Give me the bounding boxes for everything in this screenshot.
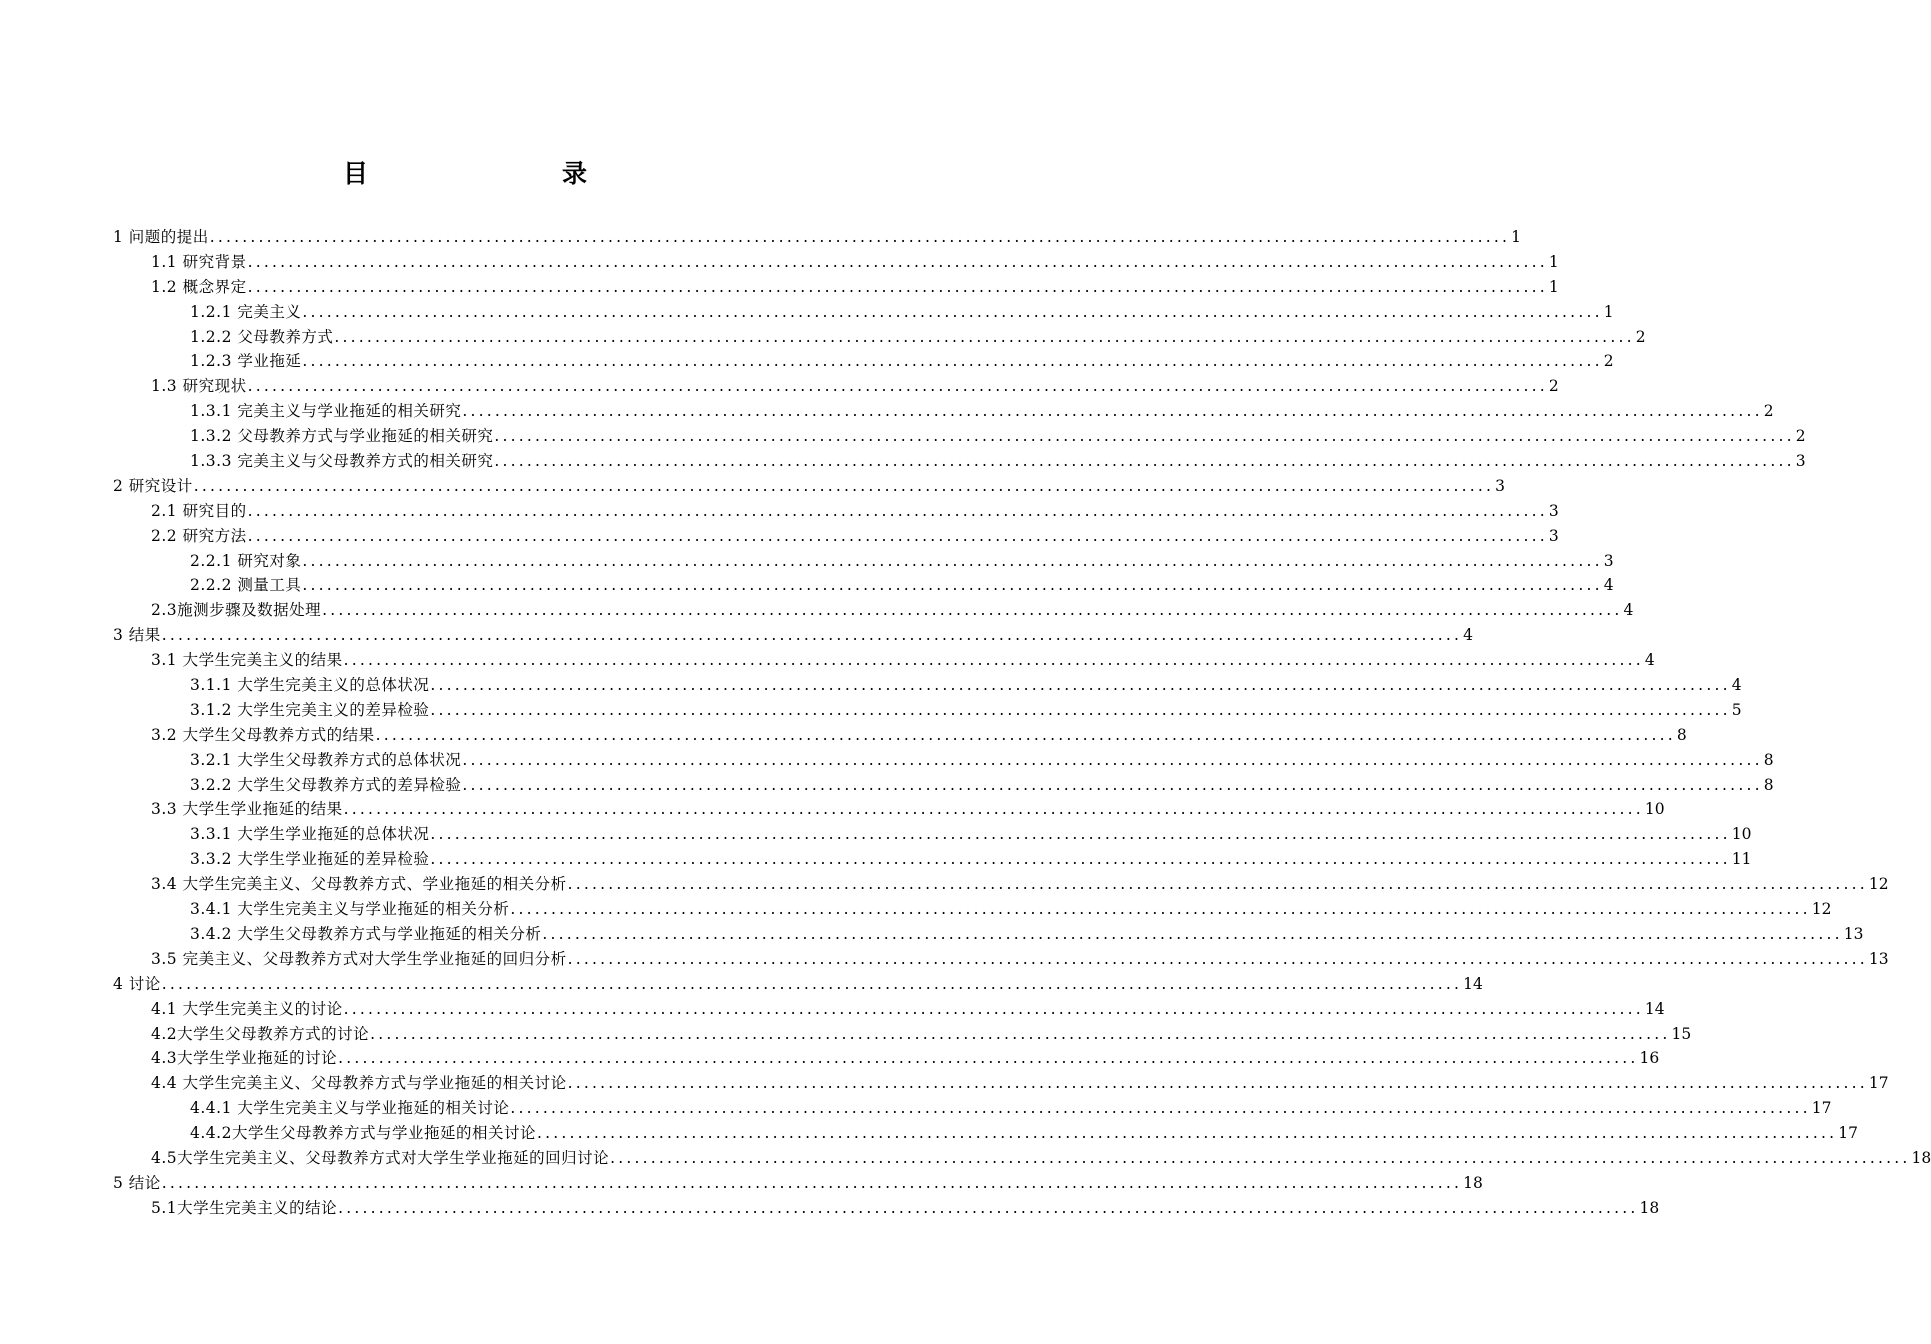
- toc-page-number: 5: [1731, 700, 1742, 719]
- toc-page-number: 3: [1495, 476, 1505, 495]
- toc-page-number: 10: [1644, 800, 1665, 819]
- toc-entry[interactable]: [0, 1196, 1660, 1221]
- toc-entry-line: [113, 225, 1521, 250]
- toc-leader-dots: ................................................................................................................................................................: [193, 476, 1495, 495]
- toc-entry[interactable]: [0, 673, 1742, 698]
- toc-entry-line: [113, 474, 1505, 499]
- toc-leader-dots: ................................................................................................................................................................: [334, 327, 1635, 346]
- toc-entry[interactable]: [0, 947, 1889, 972]
- toc-leader-dots: ................................................................................................................................................................: [510, 900, 1811, 919]
- toc-entry-title: 2.2 研究方法: [151, 526, 247, 545]
- toc-entry-line: [190, 922, 1864, 947]
- toc-entry[interactable]: [0, 922, 1864, 947]
- toc-page-number: 18: [1463, 1173, 1483, 1192]
- toc-entry-title: 1.3.1 完美主义与学业拖延的相关研究: [190, 402, 462, 421]
- toc-entry[interactable]: [0, 349, 1614, 374]
- toc-entry-title: 4.4.2大学生父母教养方式与学业拖延的相关讨论: [190, 1124, 536, 1143]
- toc-entry[interactable]: [0, 573, 1614, 598]
- toc-entry[interactable]: [0, 972, 1483, 997]
- toc-page-number: 10: [1731, 825, 1752, 844]
- toc-leader-dots: ................................................................................................................................................................: [161, 626, 1463, 645]
- toc-entry[interactable]: [0, 698, 1742, 723]
- toc-entry[interactable]: [0, 1171, 1483, 1196]
- toc-page-number: 8: [1676, 725, 1687, 744]
- toc-entry[interactable]: [0, 847, 1752, 872]
- toc-entry[interactable]: [0, 1071, 1889, 1096]
- toc-leader-dots: ................................................................................................................................................................: [209, 228, 1511, 246]
- toc-entry-title: 3.1.1 大学生完美主义的总体状况: [190, 676, 430, 695]
- toc-leader-dots: ................................................................................................................................................................: [338, 1198, 1639, 1217]
- toc-leader-dots: ................................................................................................................................................................: [247, 252, 1548, 271]
- toc-page-number: 1: [1511, 228, 1521, 246]
- toc-entry-line: [190, 847, 1752, 872]
- toc-entry[interactable]: [0, 424, 1806, 449]
- toc-entry-title: 3.3 大学生学业拖延的结果: [151, 800, 343, 819]
- toc-page-number: 1: [1548, 277, 1559, 296]
- toc-entry-line: [151, 648, 1655, 673]
- toc-entry[interactable]: [0, 449, 1806, 474]
- toc-page-number: 17: [1838, 1124, 1859, 1143]
- toc-page-number: 12: [1868, 875, 1889, 894]
- toc-entry[interactable]: [0, 897, 1832, 922]
- toc-leader-dots: ................................................................................................................................................................: [247, 377, 1548, 396]
- toc-entry[interactable]: [0, 225, 1521, 250]
- toc-entry[interactable]: [0, 773, 1774, 798]
- toc-entry-title: 1.2 概念界定: [151, 277, 247, 296]
- toc-page-number: 14: [1644, 999, 1665, 1018]
- toc-entry-line: [151, 872, 1889, 897]
- toc-entry-line: [190, 822, 1752, 847]
- toc-page-number: 14: [1463, 974, 1483, 993]
- toc-entry-line: [151, 1022, 1692, 1047]
- toc-leader-dots: ................................................................................................................................................................: [494, 452, 1795, 471]
- toc-entry[interactable]: [0, 1146, 1931, 1171]
- toc-leader-dots: ................................................................................................................................................................: [161, 1173, 1463, 1192]
- toc-entry-line: [113, 1171, 1483, 1196]
- toc-entry-line: [190, 698, 1742, 723]
- toc-page-number: 2: [1603, 352, 1614, 371]
- toc-entry-title: 1.3.3 完美主义与父母教养方式的相关研究: [190, 452, 494, 471]
- toc-entry-title: 1.2.2 父母教养方式: [190, 327, 334, 346]
- toc-entry[interactable]: [0, 474, 1505, 499]
- toc-entry-line: [151, 374, 1559, 399]
- toc-entry-title: 3.1 大学生完美主义的结果: [151, 651, 343, 670]
- toc-entry-title: 3.3.2 大学生学业拖延的差异检验: [190, 850, 430, 869]
- toc-entry[interactable]: [0, 797, 1665, 822]
- toc-page-number: 12: [1811, 900, 1832, 919]
- toc-entry-title: 3.2.1 大学生父母教养方式的总体状况: [190, 750, 462, 769]
- toc-page-number: 8: [1763, 750, 1774, 769]
- toc-leader-dots: ................................................................................................................................................................: [430, 700, 1731, 719]
- toc-page-number: 4: [1644, 651, 1655, 670]
- toc-page-number: 3: [1548, 526, 1559, 545]
- toc-entry[interactable]: [0, 623, 1473, 648]
- toc-leader-dots: ................................................................................................................................................................: [542, 924, 1843, 943]
- toc-leader-dots: ................................................................................................................................................................: [338, 1049, 1639, 1068]
- toc-entry-title: 4.1 大学生完美主义的讨论: [151, 999, 343, 1018]
- toc-page-number: 3: [1548, 501, 1559, 520]
- toc-page-number: 4: [1463, 626, 1473, 645]
- toc-entry[interactable]: [0, 822, 1752, 847]
- toc-page-number: 2: [1763, 402, 1774, 421]
- toc-entry-title: 2.2.2 测量工具: [190, 576, 302, 595]
- toc-entry-title: 1 问题的提出: [113, 228, 209, 246]
- toc-title: 目 录: [342, 159, 635, 188]
- toc-entry[interactable]: [0, 250, 1559, 275]
- toc-entry-line: [190, 1096, 1832, 1121]
- toc-entry[interactable]: [0, 598, 1634, 623]
- toc-leader-dots: ................................................................................................................................................................: [302, 576, 1603, 595]
- toc-entry-line: [151, 275, 1559, 300]
- toc-entry-title: 3.4.1 大学生完美主义与学业拖延的相关分析: [190, 900, 510, 919]
- toc-entry[interactable]: [0, 300, 1614, 325]
- toc-leader-dots: ................................................................................................................................................................: [302, 551, 1603, 570]
- toc-entry-line: [151, 947, 1889, 972]
- toc-page-number: 4: [1623, 601, 1634, 620]
- toc-entry-line: [151, 1196, 1660, 1221]
- toc-page-number: 13: [1843, 924, 1864, 943]
- toc-leader-dots: ................................................................................................................................................................: [247, 526, 1548, 545]
- toc-leader-dots: ................................................................................................................................................................: [510, 1099, 1811, 1118]
- toc-entry-title: 3.3.1 大学生学业拖延的总体状况: [190, 825, 430, 844]
- toc-leader-dots: ................................................................................................................................................................: [494, 427, 1795, 446]
- toc-entry-title: 4.4 大学生完美主义、父母教养方式与学业拖延的相关讨论: [151, 1074, 567, 1093]
- toc-entry-title: 3.5 完美主义、父母教养方式对大学生学业拖延的回归分析: [151, 949, 567, 968]
- toc-entry[interactable]: [0, 399, 1774, 424]
- toc-leader-dots: ................................................................................................................................................................: [302, 302, 1603, 321]
- toc-entry-line: [151, 524, 1559, 549]
- toc-entry-line: [190, 1121, 1859, 1146]
- toc-entry-line: [113, 623, 1473, 648]
- toc-page-number: 1: [1603, 302, 1614, 321]
- toc-list: [0, 225, 1931, 1221]
- toc-page-number: 1: [1548, 252, 1559, 271]
- toc-entry-line: [190, 399, 1774, 424]
- toc-leader-dots: ................................................................................................................................................................: [462, 750, 1763, 769]
- toc-entry-title: 3.2 大学生父母教养方式的结果: [151, 725, 375, 744]
- toc-entry-line: [190, 773, 1774, 798]
- toc-entry-line: [151, 1071, 1889, 1096]
- toc-page-number: 18: [1911, 1148, 1931, 1167]
- toc-entry-line: [151, 250, 1559, 275]
- toc-page-number: 15: [1671, 1024, 1692, 1043]
- toc-entry-title: 4.3大学生学业拖延的讨论: [151, 1049, 338, 1068]
- toc-entry-line: [190, 349, 1614, 374]
- toc-entry-line: [190, 673, 1742, 698]
- toc-leader-dots: ................................................................................................................................................................: [430, 676, 1731, 695]
- toc-entry-title: 1.2.3 学业拖延: [190, 352, 302, 371]
- toc-leader-dots: ................................................................................................................................................................: [462, 775, 1763, 794]
- toc-page-number: 18: [1639, 1198, 1660, 1217]
- toc-entry[interactable]: [0, 997, 1665, 1022]
- toc-entry[interactable]: [0, 748, 1774, 773]
- toc-entry[interactable]: [0, 374, 1559, 399]
- toc-entry-title: 1.3 研究现状: [151, 377, 247, 396]
- toc-leader-dots: ................................................................................................................................................................: [536, 1124, 1838, 1143]
- toc-entry[interactable]: [0, 325, 1646, 350]
- toc-entry-line: [190, 549, 1614, 574]
- toc-entry-line: [151, 997, 1665, 1022]
- toc-leader-dots: ................................................................................................................................................................: [343, 999, 1644, 1018]
- toc-leader-dots: ................................................................................................................................................................: [567, 949, 1868, 968]
- toc-entry-line: [151, 1046, 1660, 1071]
- toc-entry-line: [190, 573, 1614, 598]
- toc-page-number: 17: [1811, 1099, 1832, 1118]
- toc-entry[interactable]: [0, 524, 1559, 549]
- toc-entry[interactable]: [0, 723, 1687, 748]
- toc-entry[interactable]: [0, 872, 1889, 897]
- toc-entry[interactable]: [0, 1096, 1832, 1121]
- toc-entry-title: 3.4 大学生完美主义、父母教养方式、学业拖延的相关分析: [151, 875, 567, 894]
- toc-entry-line: [190, 300, 1614, 325]
- toc-entry-title: 4.5大学生完美主义、父母教养方式对大学生学业拖延的回归讨论: [151, 1148, 610, 1167]
- toc-entry-line: [113, 972, 1483, 997]
- toc-entry-title: 1.3.2 父母教养方式与学业拖延的相关研究: [190, 427, 494, 446]
- toc-page-number: 2: [1548, 377, 1559, 396]
- toc-entry-title: 4.2大学生父母教养方式的讨论: [151, 1024, 370, 1043]
- toc-leader-dots: ................................................................................................................................................................: [430, 850, 1731, 869]
- toc-entry-title: 2 研究设计: [113, 476, 193, 495]
- toc-entry-title: 3.4.2 大学生父母教养方式与学业拖延的相关分析: [190, 924, 542, 943]
- toc-leader-dots: ................................................................................................................................................................: [567, 875, 1868, 894]
- toc-entry[interactable]: [0, 1022, 1692, 1047]
- toc-leader-dots: ................................................................................................................................................................: [322, 601, 1623, 620]
- toc-entry-title: 4 讨论: [113, 974, 161, 993]
- toc-entry-title: 2.1 研究目的: [151, 501, 247, 520]
- toc-page-number: 11: [1731, 850, 1752, 869]
- toc-leader-dots: ................................................................................................................................................................: [370, 1024, 1671, 1043]
- toc-entry-title: 2.3施测步骤及数据处理: [151, 601, 322, 620]
- toc-page-number: 17: [1868, 1074, 1889, 1093]
- toc-leader-dots: ................................................................................................................................................................: [567, 1074, 1868, 1093]
- toc-leader-dots: ................................................................................................................................................................: [247, 277, 1548, 296]
- toc-entry-line: [190, 424, 1806, 449]
- toc-leader-dots: ................................................................................................................................................................: [302, 352, 1603, 371]
- toc-leader-dots: ................................................................................................................................................................: [343, 800, 1644, 819]
- toc-entry-title: 3 结果: [113, 626, 161, 645]
- toc-entry-line: [190, 449, 1806, 474]
- toc-entry[interactable]: [0, 275, 1559, 300]
- toc-page-number: 2: [1635, 327, 1646, 346]
- toc-entry-title: 1.1 研究背景: [151, 252, 247, 271]
- toc-entry[interactable]: [0, 1046, 1660, 1071]
- toc-leader-dots: ................................................................................................................................................................: [430, 825, 1731, 844]
- toc-page-number: 2: [1795, 427, 1806, 446]
- toc-entry-line: [151, 723, 1687, 748]
- toc-entry-title: 2.2.1 研究对象: [190, 551, 302, 570]
- toc-leader-dots: ................................................................................................................................................................: [343, 651, 1644, 670]
- toc-leader-dots: ................................................................................................................................................................: [375, 725, 1676, 744]
- toc-page-number: 3: [1603, 551, 1614, 570]
- toc-entry-line: [151, 797, 1665, 822]
- toc-entry-title: 5 结论: [113, 1173, 161, 1192]
- toc-entry-line: [190, 897, 1832, 922]
- toc-page-number: 4: [1731, 676, 1742, 695]
- toc-entry[interactable]: [0, 1121, 1859, 1146]
- toc-entry-title: 3.1.2 大学生完美主义的差异检验: [190, 700, 430, 719]
- toc-page-number: 13: [1868, 949, 1889, 968]
- toc-entry-line: [190, 325, 1646, 350]
- toc-leader-dots: ................................................................................................................................................................: [161, 974, 1463, 993]
- toc-entry-line: [151, 1146, 1931, 1171]
- toc-page-number: 4: [1603, 576, 1614, 595]
- toc-leader-dots: ................................................................................................................................................................: [610, 1148, 1911, 1167]
- toc-entry-title: 4.4.1 大学生完美主义与学业拖延的相关讨论: [190, 1099, 510, 1118]
- toc-leader-dots: ................................................................................................................................................................: [247, 501, 1548, 520]
- toc-entry-title: 5.1大学生完美主义的结论: [151, 1198, 338, 1217]
- toc-leader-dots: ................................................................................................................................................................: [462, 402, 1763, 421]
- toc-entry-line: [151, 499, 1559, 524]
- toc-page-number: 16: [1639, 1049, 1660, 1068]
- toc-entry-title: 1.2.1 完美主义: [190, 302, 302, 321]
- toc-entry[interactable]: [0, 648, 1655, 673]
- toc-page-number: 8: [1763, 775, 1774, 794]
- toc-page-number: 3: [1795, 452, 1806, 471]
- toc-entry[interactable]: [0, 499, 1559, 524]
- toc-entry-line: [151, 598, 1634, 623]
- toc-entry-line: [190, 748, 1774, 773]
- toc-entry[interactable]: [0, 549, 1614, 574]
- toc-entry-title: 3.2.2 大学生父母教养方式的差异检验: [190, 775, 462, 794]
